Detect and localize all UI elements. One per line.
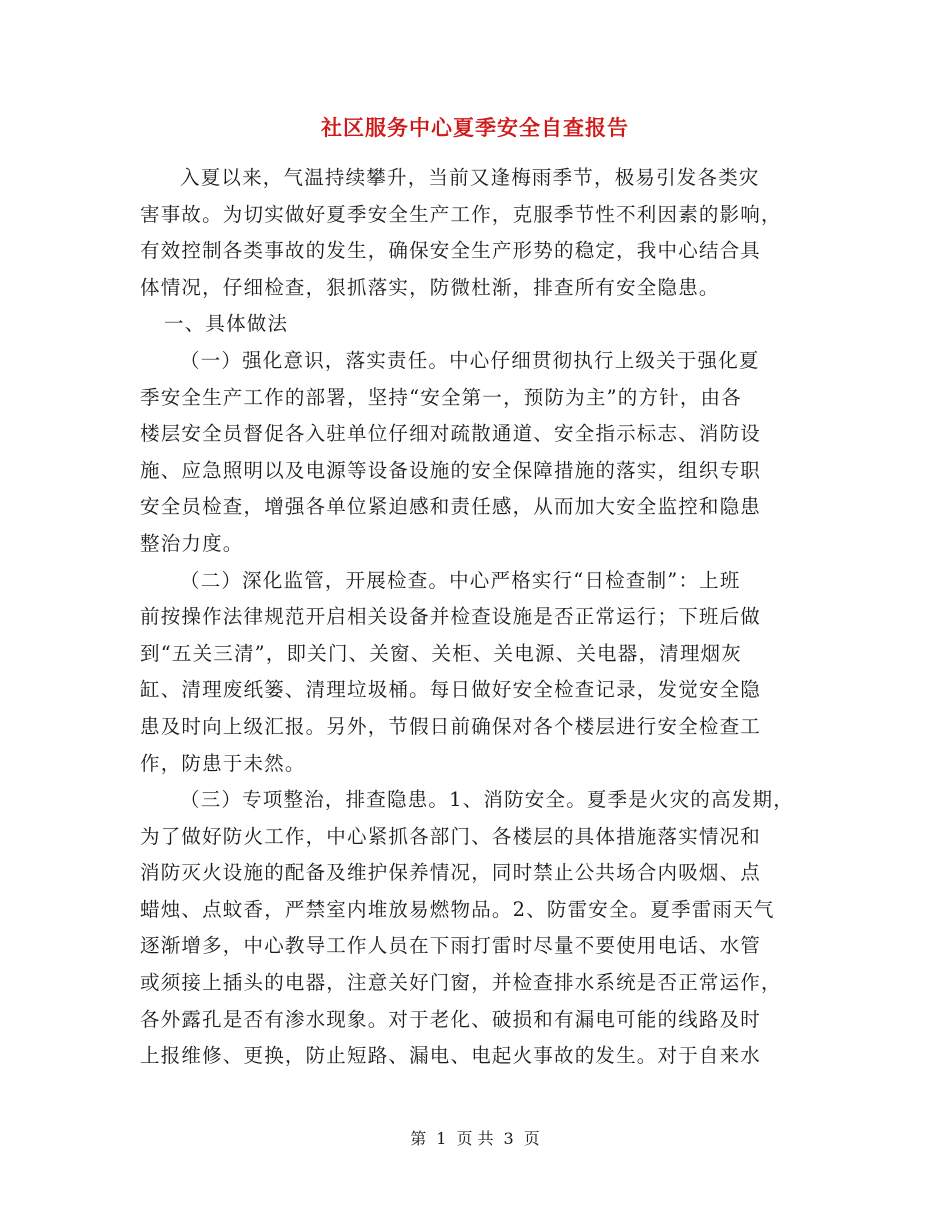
paragraph-line: 害事故。为切实做好夏季安全生产工作，克服季节性不利因素的影响， [140,202,782,226]
paragraph-line: 蜡烛、点蚊香，严禁室内堆放易燃物品。2、防雷安全。夏季雷雨天气 [140,897,775,921]
paragraph-line: 到“五关三清”，即关门、关窗、关柜、关电源、关电器，清理烟灰 [140,641,742,665]
footer-middle: 页 共 [456,1129,494,1148]
paragraph-line: 缸、清理废纸篓、清理垃圾桶。每日做好安全检查记录，发觉安全隐 [140,678,762,702]
paragraph-line: 楼层安全员督促各入驻单位仔细对疏散通道、安全指示标志、消防设 [140,422,762,446]
paragraph-line: 安全员检查，增强各单位紧迫感和责任感，从而加大安全监控和隐患 [140,495,762,519]
section-heading: 一、具体做法 [164,312,289,336]
page-footer [0,1126,950,1149]
document-body [140,160,830,1075]
paragraph-line: 整治力度。 [140,531,244,555]
document-title: 社区服务中心夏季安全自查报告 [321,116,629,140]
paragraph-line: 入夏以来，气温持续攀升，当前又逢梅雨季节，极易引发各类灾 [180,166,760,189]
paragraph-line: 各外露孔是否有渗水现象。对于老化、破损和有漏电可能的线路及时 [140,1007,762,1031]
paragraph-line: 季安全生产工作的部署，坚持“安全第一，预防为主”的方针，由各 [140,385,742,409]
paragraph-line: 上报维修、更换，防止短路、漏电、电起火事故的发生。对于自来水 [140,1044,762,1068]
paragraph-line: 或须接上插头的电器，注意关好门窗，并检查排水系统是否正常运作， [140,971,782,995]
footer-suffix: 页 [523,1129,540,1148]
footer-prefix: 第 [410,1129,427,1148]
paragraph-line: 为了做好防火工作，中心紧抓各部门、各楼层的具体措施落实情况和 [140,824,762,848]
paragraph-line: （二）深化监管，开展检查。中心严格实行“日检查制”：上班 [180,568,741,592]
paragraph-line: 消防灭火设施的配备及维护保养情况，同时禁止公共场合内吸烟、点 [140,861,762,885]
paragraph-line: 前按操作法律规范开启相关设备并检查设施是否正常运行；下班后做 [140,605,762,629]
footer-total-pages: 3 [503,1129,514,1148]
footer-page-number: 1 [436,1129,447,1148]
paragraph-line: 作，防患于未然。 [140,751,306,775]
paragraph-line: 体情况，仔细检查，狠抓落实，防微杜渐，排查所有安全隐患。 [140,275,720,299]
paragraph-line: 有效控制各类事故的发生，确保安全生产形势的稳定，我中心结合具 [140,239,762,263]
paragraph-line: 逐渐增多，中心教导工作人员在下雨打雷时尽量不要使用电话、水管 [140,934,762,958]
paragraph-line: 施、应急照明以及电源等设备设施的安全保障措施的落实，组织专职 [140,458,762,482]
paragraph-line: （一）强化意识，落实责任。中心仔细贯彻执行上级关于强化夏 [180,348,760,372]
paragraph-line: （三）专项整治，排查隐患。1、消防安全。夏季是火灾的高发期， [180,788,794,812]
paragraph-line: 患及时向上级汇报。另外，节假日前确保对各个楼层进行安全检查工 [140,714,762,738]
